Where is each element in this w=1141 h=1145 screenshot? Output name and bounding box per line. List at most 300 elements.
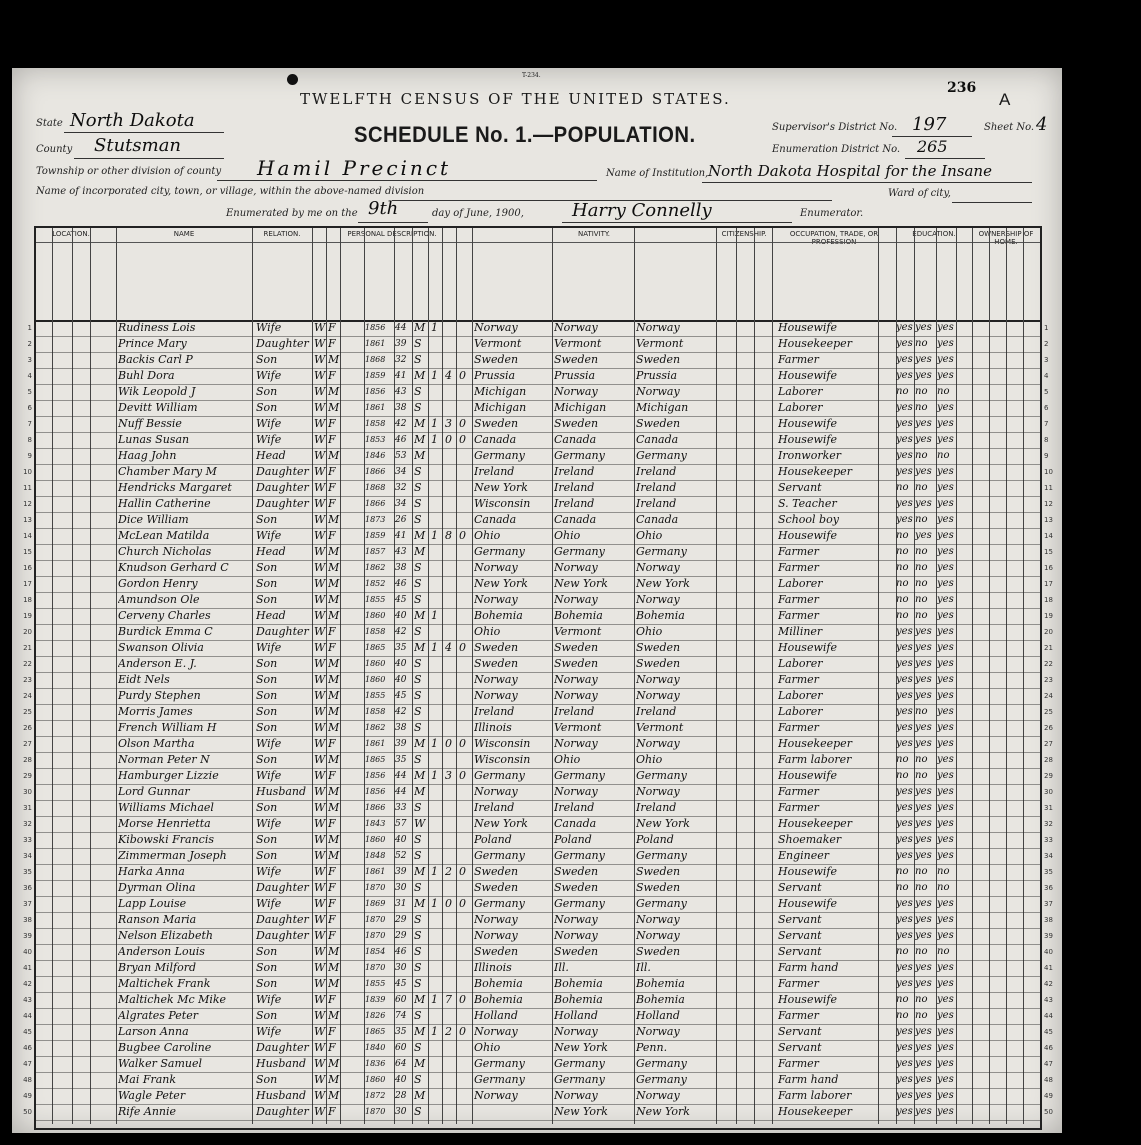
cell-age: 43 xyxy=(395,387,407,397)
cell-write: no xyxy=(915,386,928,397)
table-row xyxy=(23,1040,1053,1057)
cell-mar: M xyxy=(414,737,426,750)
cell-bp: Michigan xyxy=(474,401,527,414)
cell-eng: yes xyxy=(937,802,954,813)
cell-year: 1860 xyxy=(365,611,386,620)
cell-rel: Son xyxy=(256,801,278,814)
cell-rel: Wife xyxy=(256,865,282,878)
cell-month xyxy=(342,384,364,400)
table-row xyxy=(23,512,1053,529)
cell-write: yes xyxy=(915,498,932,509)
cell-rel: Wife xyxy=(256,1025,282,1038)
cell-write: yes xyxy=(915,802,932,813)
cell-read: no xyxy=(896,482,909,493)
cell-rel: Son xyxy=(256,353,278,366)
table-row xyxy=(23,1056,1053,1073)
group-location: LOCATION. xyxy=(52,230,90,238)
cell-ch xyxy=(445,752,456,768)
cell-mar: S xyxy=(414,353,422,366)
enumerator-name: Harry Connelly xyxy=(572,200,712,221)
cell-month xyxy=(342,800,364,816)
cell-yrs: 1 xyxy=(431,369,438,382)
cell-occ: Housewife xyxy=(778,897,837,910)
cell-yrs xyxy=(431,576,442,592)
city-label: Name of incorporated city, town, or village, within the above-named division xyxy=(36,186,425,197)
cell-mar: S xyxy=(414,337,422,350)
cell-read: yes xyxy=(896,418,913,429)
cell-month xyxy=(342,1024,364,1040)
cell-write: no xyxy=(915,1010,928,1021)
cell-write: no xyxy=(915,610,928,621)
cell-liv xyxy=(459,912,472,928)
cell-name: Wik Leopold J xyxy=(118,385,196,398)
table-row xyxy=(23,608,1053,625)
cell-age: 46 xyxy=(395,579,407,589)
cell-age: 29 xyxy=(395,931,407,941)
cell-mar: M xyxy=(414,369,426,382)
cell-liv xyxy=(459,1072,472,1088)
line-number-right: 41 xyxy=(1044,964,1053,972)
cell-occ: Farm laborer xyxy=(778,1089,852,1102)
cell-liv: 0 xyxy=(459,1025,466,1038)
cell-race: W xyxy=(314,593,326,606)
cell-fbp: Ohio xyxy=(554,753,581,766)
cell-occ: School boy xyxy=(778,513,839,526)
cell-write: no xyxy=(915,546,928,557)
cell-liv xyxy=(459,976,472,992)
table-row xyxy=(23,896,1053,913)
table-row xyxy=(23,704,1053,721)
cell-read: yes xyxy=(896,450,913,461)
cell-eng: yes xyxy=(937,338,954,349)
cell-mar: S xyxy=(414,1041,422,1054)
cell-yrs xyxy=(431,752,442,768)
cell-yrs: 1 xyxy=(431,737,438,750)
line-number: 1 xyxy=(27,324,32,332)
cell-month xyxy=(342,400,364,416)
cell-mbp: New York xyxy=(636,577,690,590)
cell-sex: M xyxy=(328,1073,340,1086)
cell-name: Dyrman Olina xyxy=(118,881,196,894)
cell-race: W xyxy=(314,689,326,702)
cell-bp: Prussia xyxy=(474,369,516,382)
cell-year: 1855 xyxy=(365,691,386,700)
cell-liv xyxy=(459,784,472,800)
cell-sex: M xyxy=(328,577,340,590)
line-number: 42 xyxy=(23,980,32,988)
cell-race: W xyxy=(314,657,326,670)
cell-sex: M xyxy=(328,1009,340,1022)
cell-fbp: Norway xyxy=(554,737,598,750)
line-number-right: 13 xyxy=(1044,516,1053,524)
line-number-right: 4 xyxy=(1044,372,1049,380)
cell-ch xyxy=(445,496,456,512)
cell-mbp: Norway xyxy=(636,561,680,574)
cell-bp: Canada xyxy=(474,513,517,526)
cell-eng: yes xyxy=(937,690,954,701)
cell-month xyxy=(342,848,364,864)
cell-mar: S xyxy=(414,977,422,990)
cell-eng: yes xyxy=(937,706,954,717)
cell-name: Hallin Catherine xyxy=(118,497,211,510)
cell-mar: S xyxy=(414,657,422,670)
cell-mar: S xyxy=(414,753,422,766)
cell-liv xyxy=(459,1008,472,1024)
cell-liv xyxy=(459,800,472,816)
cell-fbp: Sweden xyxy=(554,881,599,894)
cell-rel: Daughter xyxy=(256,1105,309,1118)
line-number-right: 26 xyxy=(1044,724,1053,732)
cell-yrs: 1 xyxy=(431,321,438,334)
cell-year: 1860 xyxy=(365,659,386,668)
township-label: Township or other division of county xyxy=(36,166,222,177)
cell-occ: Farmer xyxy=(778,721,819,734)
cell-mbp: Norway xyxy=(636,929,680,942)
cell-month xyxy=(342,944,364,960)
cell-ch xyxy=(445,720,456,736)
cell-yrs xyxy=(431,400,442,416)
cell-read: yes xyxy=(896,930,913,941)
line-number: 8 xyxy=(27,436,32,444)
cell-occ: Farm hand xyxy=(778,1073,839,1086)
cell-mbp: Norway xyxy=(636,913,680,926)
cell-read: yes xyxy=(896,786,913,797)
line-number-right: 33 xyxy=(1044,836,1053,844)
cell-ch: 2 xyxy=(445,1025,452,1038)
line-number: 31 xyxy=(23,804,32,812)
cell-name: Bugbee Caroline xyxy=(118,1041,212,1054)
cell-bp: Holland xyxy=(474,1009,518,1022)
group-citizenship: CITIZENSHIP. xyxy=(721,230,767,238)
cell-liv xyxy=(459,1104,472,1120)
cell-eng: yes xyxy=(937,482,954,493)
cell-read: no xyxy=(896,770,909,781)
cell-occ: Servant xyxy=(778,1041,822,1054)
cell-read: no xyxy=(896,946,909,957)
line-number-right: 45 xyxy=(1044,1028,1053,1036)
cell-write: no xyxy=(915,450,928,461)
cell-sex: M xyxy=(328,449,340,462)
line-number: 30 xyxy=(23,788,32,796)
cell-liv xyxy=(459,544,472,560)
enumerated-by-label: Enumerated by me on the xyxy=(226,208,358,219)
cell-eng: yes xyxy=(937,1058,954,1069)
cell-eng: no xyxy=(937,946,950,957)
cell-age: 38 xyxy=(395,723,407,733)
line-number: 16 xyxy=(23,564,32,572)
cell-mbp: Norway xyxy=(636,1025,680,1038)
cell-sex: M xyxy=(328,801,340,814)
line-number-right: 3 xyxy=(1044,356,1049,364)
cell-ch xyxy=(445,320,456,336)
cell-fbp: Sweden xyxy=(554,641,599,654)
cell-fbp: Germany xyxy=(554,769,605,782)
line-number: 14 xyxy=(23,532,32,540)
cell-fbp: Vermont xyxy=(554,337,602,350)
cell-mar: S xyxy=(414,801,422,814)
cell-year: 1859 xyxy=(365,531,386,540)
cell-rel: Son xyxy=(256,705,278,718)
line-number: 2 xyxy=(27,340,32,348)
cell-race: W xyxy=(314,961,326,974)
cell-liv xyxy=(459,320,472,336)
cell-liv xyxy=(459,1088,472,1104)
cell-mar: S xyxy=(414,881,422,894)
line-number-right: 36 xyxy=(1044,884,1053,892)
cell-age: 40 xyxy=(395,1075,407,1085)
line-number: 50 xyxy=(23,1108,32,1116)
cell-yrs xyxy=(431,800,442,816)
cell-race: W xyxy=(314,897,326,910)
cell-ch xyxy=(445,400,456,416)
table-row xyxy=(23,848,1053,865)
cell-read: yes xyxy=(896,354,913,365)
cell-liv xyxy=(459,384,472,400)
cell-year: 1852 xyxy=(365,579,386,588)
cell-occ: Housewife xyxy=(778,865,837,878)
cell-race: W xyxy=(314,641,326,654)
cell-month xyxy=(342,656,364,672)
cell-mar: S xyxy=(414,961,422,974)
cell-bp: Germany xyxy=(474,849,525,862)
cell-write: no xyxy=(915,338,928,349)
line-number-right: 18 xyxy=(1044,596,1053,604)
cell-fbp: Norway xyxy=(554,689,598,702)
cell-race: W xyxy=(314,369,326,382)
cell-month xyxy=(342,496,364,512)
cell-bp: Wisconsin xyxy=(474,753,531,766)
cell-month xyxy=(342,464,364,480)
cell-mar: S xyxy=(414,385,422,398)
cell-year: 1853 xyxy=(365,435,386,444)
cell-age: 44 xyxy=(395,787,407,797)
cell-ch xyxy=(445,624,456,640)
cell-bp: Germany xyxy=(474,449,525,462)
cell-read: yes xyxy=(896,962,913,973)
cell-fbp: Canada xyxy=(554,817,597,830)
cell-mar: S xyxy=(414,1105,422,1118)
cell-name: Mai Frank xyxy=(118,1073,177,1086)
cell-rel: Daughter xyxy=(256,929,309,942)
cell-fbp: Prussia xyxy=(554,369,596,382)
cell-race: W xyxy=(314,849,326,862)
cell-ch xyxy=(445,784,456,800)
cell-read: yes xyxy=(896,370,913,381)
cell-write: yes xyxy=(915,1074,932,1085)
cell-occ: Housekeeper xyxy=(778,337,852,350)
cell-year: 1865 xyxy=(365,1027,386,1036)
cell-eng: yes xyxy=(937,722,954,733)
cell-race: W xyxy=(314,1057,326,1070)
line-number: 44 xyxy=(23,1012,32,1020)
line-number-right: 12 xyxy=(1044,500,1053,508)
census-title: TWELFTH CENSUS OF THE UNITED STATES. xyxy=(300,90,731,108)
cell-age: 34 xyxy=(395,467,407,477)
cell-name: Chamber Mary M xyxy=(118,465,217,478)
cell-month xyxy=(342,1072,364,1088)
cell-year: 1861 xyxy=(365,339,386,348)
population-table xyxy=(23,226,1053,1130)
cell-age: 39 xyxy=(395,867,407,877)
line-number-right: 46 xyxy=(1044,1044,1053,1052)
cell-name: Hamburger Lizzie xyxy=(118,769,219,782)
cell-mar: S xyxy=(414,705,422,718)
cell-bp: Sweden xyxy=(474,641,519,654)
cell-write: no xyxy=(915,706,928,717)
cell-race: W xyxy=(314,1089,326,1102)
cell-fbp: New York xyxy=(554,577,608,590)
table-row xyxy=(23,1104,1053,1121)
cell-ch xyxy=(445,544,456,560)
cell-age: 30 xyxy=(395,963,407,973)
line-number-right: 27 xyxy=(1044,740,1053,748)
cell-month xyxy=(342,912,364,928)
cell-write: no xyxy=(915,562,928,573)
cell-occ: Servant xyxy=(778,881,822,894)
cell-fbp: Germany xyxy=(554,897,605,910)
cell-sex: M xyxy=(328,657,340,670)
cell-bp: Sweden xyxy=(474,657,519,670)
line-number: 28 xyxy=(23,756,32,764)
cell-eng: yes xyxy=(937,626,954,637)
cell-read: yes xyxy=(896,834,913,845)
cell-sex: F xyxy=(328,865,336,878)
cell-sex: F xyxy=(328,881,336,894)
cell-name: Hendricks Margaret xyxy=(118,481,232,494)
cell-race: W xyxy=(314,561,326,574)
cell-ch xyxy=(445,1056,456,1072)
cell-race: W xyxy=(314,769,326,782)
cell-age: 45 xyxy=(395,979,407,989)
table-row xyxy=(23,960,1053,977)
line-number-right: 49 xyxy=(1044,1092,1053,1100)
cell-read: no xyxy=(896,562,909,573)
cell-fbp: Ireland xyxy=(554,481,595,494)
cell-race: W xyxy=(314,993,326,1006)
cell-ch xyxy=(445,880,456,896)
cell-sex: M xyxy=(328,609,340,622)
cell-mbp: Germany xyxy=(636,545,687,558)
cell-liv xyxy=(459,752,472,768)
cell-age: 39 xyxy=(395,339,407,349)
cell-bp: Norway xyxy=(474,1025,518,1038)
cell-write: no xyxy=(915,482,928,493)
cell-month xyxy=(342,1040,364,1056)
cell-age: 32 xyxy=(395,483,407,493)
cell-eng: yes xyxy=(937,546,954,557)
cell-fbp: Ireland xyxy=(554,465,595,478)
cell-mbp: Holland xyxy=(636,1009,680,1022)
line-number: 13 xyxy=(23,516,32,524)
line-number: 3 xyxy=(27,356,32,364)
cell-rel: Wife xyxy=(256,321,282,334)
table-row xyxy=(23,688,1053,705)
cell-rel: Wife xyxy=(256,641,282,654)
cell-mbp: Germany xyxy=(636,1073,687,1086)
line-number: 41 xyxy=(23,964,32,972)
table-row xyxy=(23,592,1053,609)
cell-yrs xyxy=(431,1072,442,1088)
cell-eng: no xyxy=(937,450,950,461)
cell-age: 52 xyxy=(395,851,407,861)
cell-mbp: Norway xyxy=(636,385,680,398)
cell-mar: M xyxy=(414,897,426,910)
cell-year: 1865 xyxy=(365,755,386,764)
cell-liv xyxy=(459,816,472,832)
cell-read: yes xyxy=(896,898,913,909)
cell-liv xyxy=(459,352,472,368)
cell-sex: M xyxy=(328,721,340,734)
cell-occ: Milliner xyxy=(778,625,823,638)
cell-ch xyxy=(445,704,456,720)
cell-mbp: Ireland xyxy=(636,465,677,478)
cell-ch xyxy=(445,688,456,704)
line-number-right: 28 xyxy=(1044,756,1053,764)
cell-write: yes xyxy=(915,530,932,541)
cell-ch: 0 xyxy=(445,737,452,750)
cell-age: 41 xyxy=(395,531,407,541)
table-row xyxy=(23,528,1053,545)
cell-mar: S xyxy=(414,577,422,590)
cell-sex: F xyxy=(328,737,336,750)
cell-ch xyxy=(445,800,456,816)
cell-fbp: Michigan xyxy=(554,401,607,414)
line-number: 46 xyxy=(23,1044,32,1052)
cell-mbp: Ireland xyxy=(636,801,677,814)
cell-sex: F xyxy=(328,417,336,430)
cell-mar: M xyxy=(414,1089,426,1102)
cell-yrs xyxy=(431,496,442,512)
cell-mbp: Penn. xyxy=(636,1041,668,1054)
cell-yrs xyxy=(431,704,442,720)
cell-yrs xyxy=(431,336,442,352)
cell-write: yes xyxy=(915,914,932,925)
cell-age: 46 xyxy=(395,435,407,445)
line-number-right: 15 xyxy=(1044,548,1053,556)
cell-occ: Farm hand xyxy=(778,961,839,974)
cell-write: no xyxy=(915,514,928,525)
line-number-right: 42 xyxy=(1044,980,1053,988)
form-id: T-234. xyxy=(522,72,541,79)
cell-rel: Son xyxy=(256,961,278,974)
table-row xyxy=(23,480,1053,497)
cell-read: yes xyxy=(896,338,913,349)
cell-eng: yes xyxy=(937,738,954,749)
line-number: 48 xyxy=(23,1076,32,1084)
table-row xyxy=(23,720,1053,737)
line-number-right: 48 xyxy=(1044,1076,1053,1084)
cell-yrs xyxy=(431,688,442,704)
line-number-right: 9 xyxy=(1044,452,1049,460)
cell-race: W xyxy=(314,545,326,558)
line-number: 20 xyxy=(23,628,32,636)
cell-ch: 4 xyxy=(445,369,452,382)
table-row xyxy=(27,368,1049,385)
cell-mar: M xyxy=(414,1025,426,1038)
cell-mar: S xyxy=(414,833,422,846)
line-number: 27 xyxy=(23,740,32,748)
cell-occ: Housekeeper xyxy=(778,1105,852,1118)
institution-label: Name of Institution, xyxy=(606,168,709,179)
cell-yrs xyxy=(431,384,442,400)
cell-race: W xyxy=(314,833,326,846)
cell-mar: M xyxy=(414,529,426,542)
cell-yrs xyxy=(431,1008,442,1024)
table-row xyxy=(23,496,1053,513)
cell-read: yes xyxy=(896,1026,913,1037)
cell-race: W xyxy=(314,817,326,830)
cell-race: W xyxy=(314,977,326,990)
